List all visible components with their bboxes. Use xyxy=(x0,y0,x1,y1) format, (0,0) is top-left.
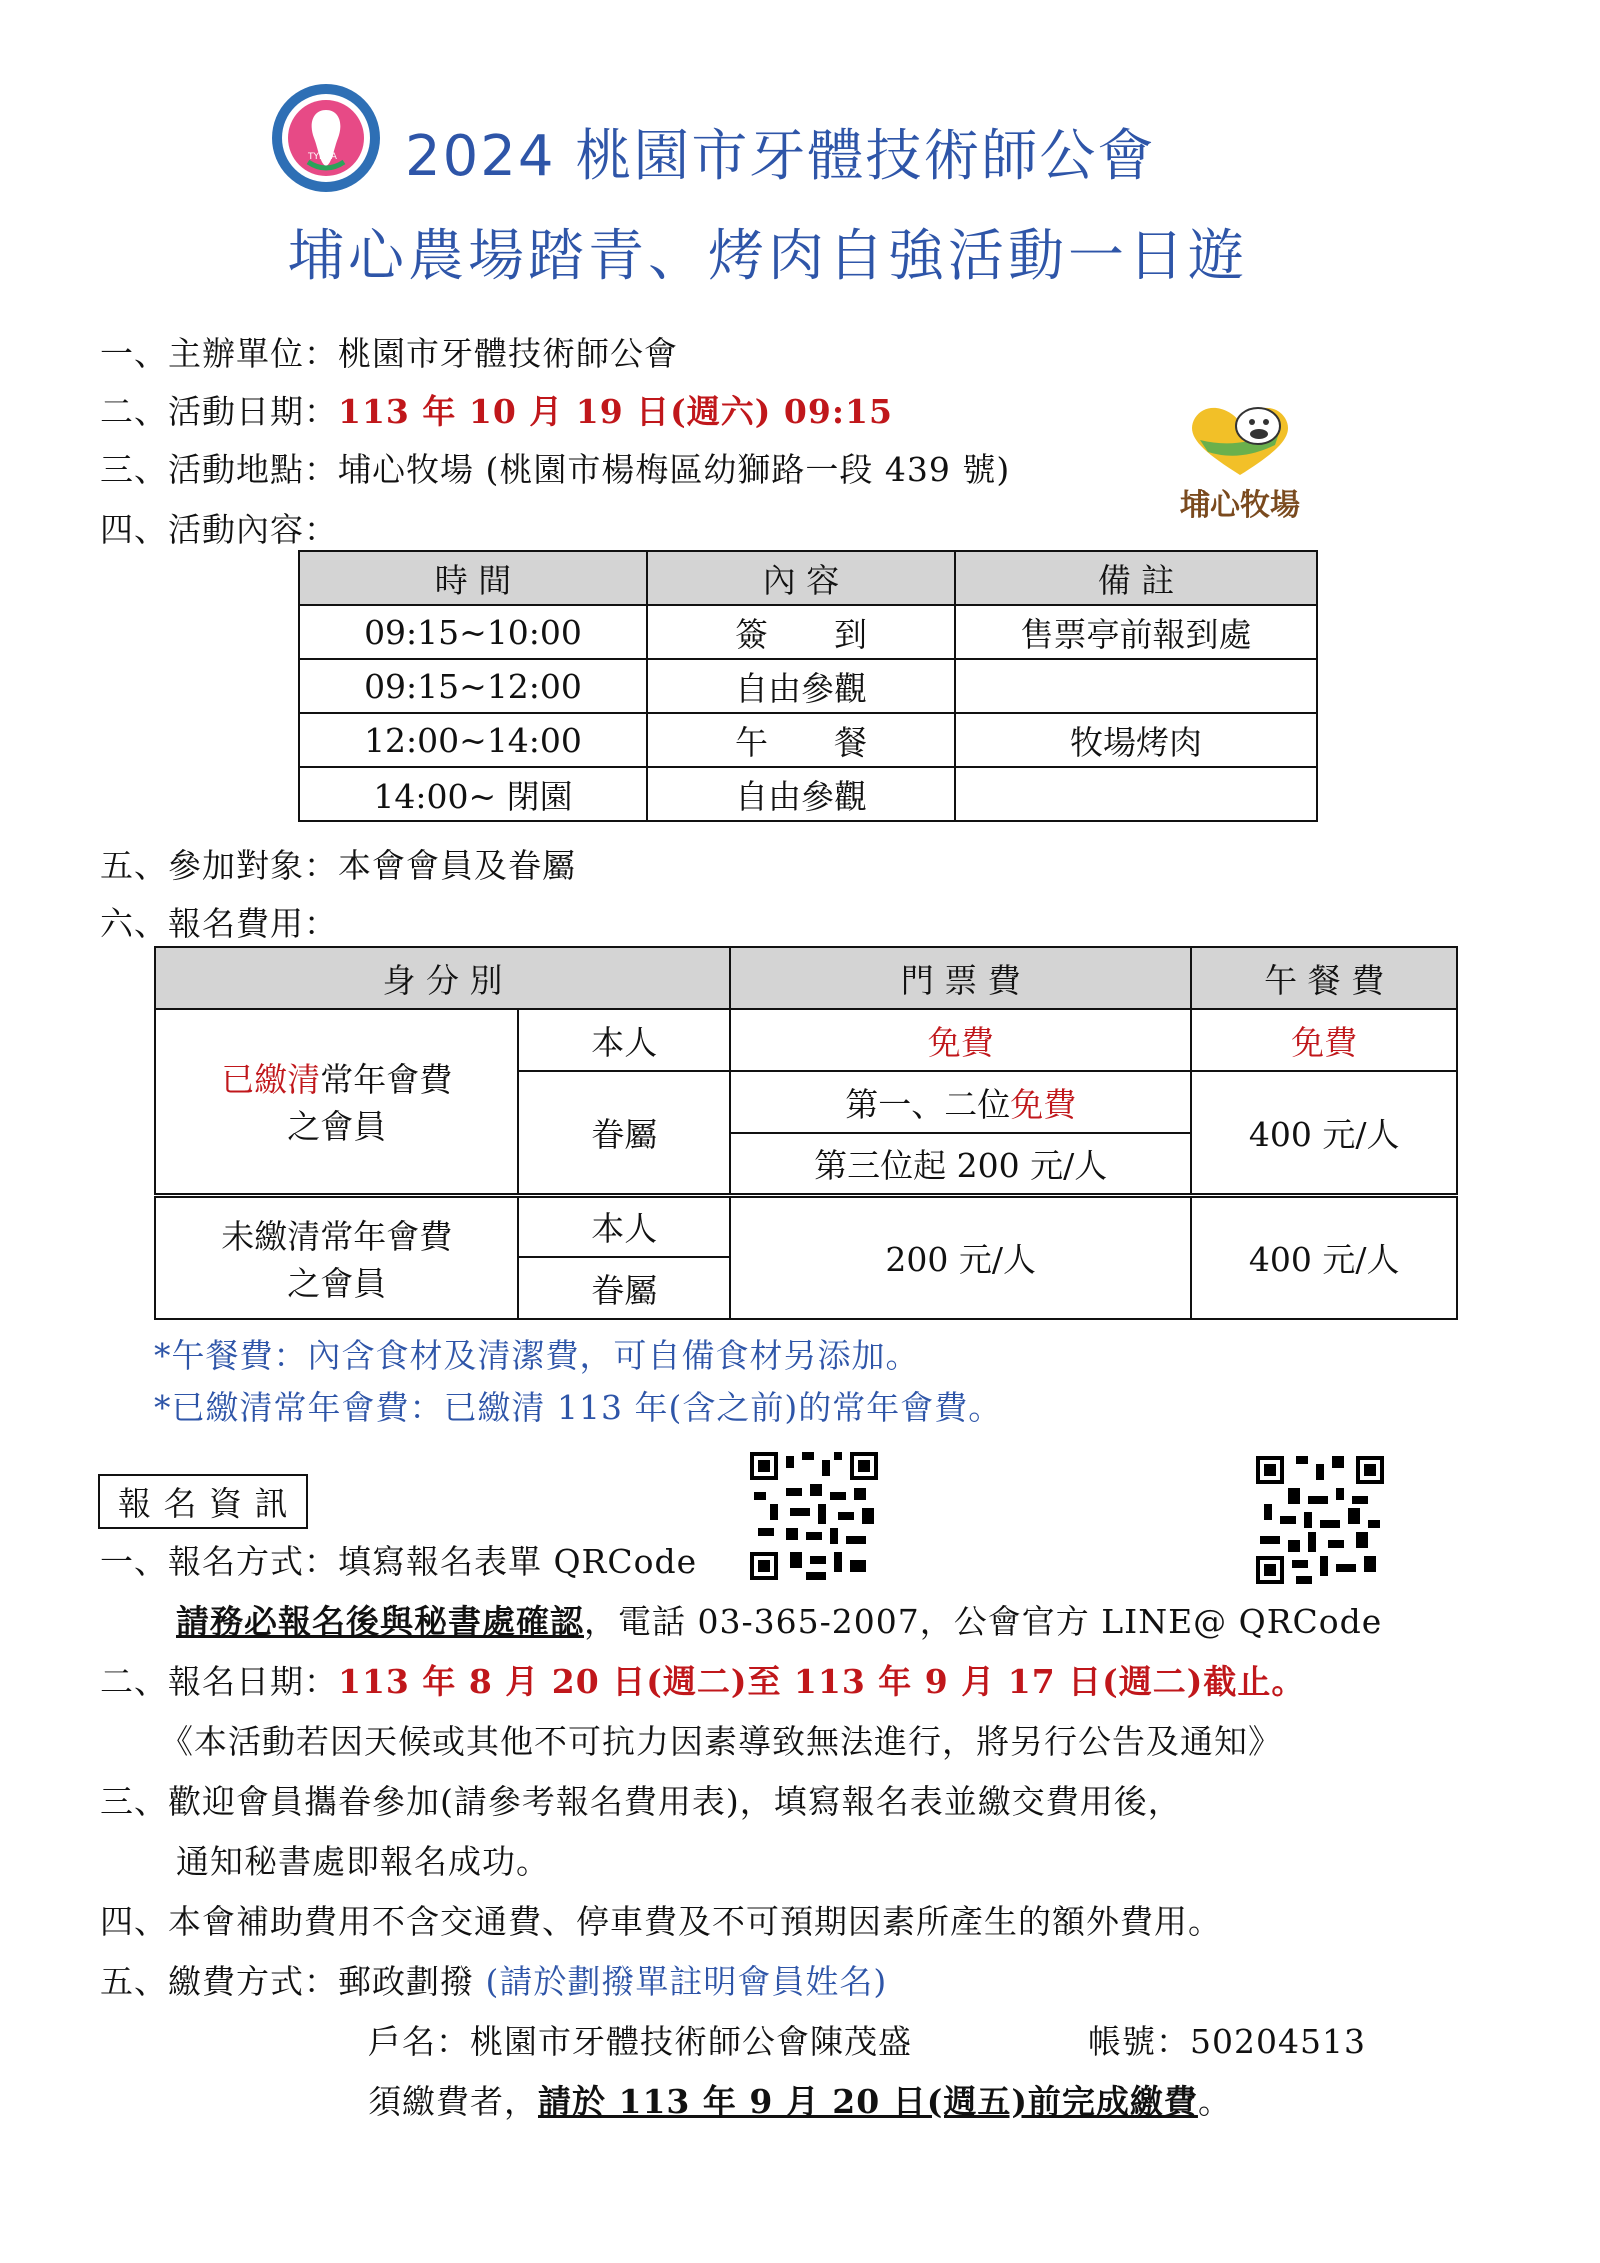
lunch-free-cell: 免費 xyxy=(1191,1009,1457,1071)
target-line xyxy=(100,840,576,887)
line-official-qrcode[interactable] xyxy=(1256,1456,1384,1584)
first-two-cell xyxy=(730,1071,1191,1133)
method-line xyxy=(100,1536,697,1583)
ticket-free-cell: 免費 xyxy=(730,1009,1191,1071)
schedule-header-content: 內 容 xyxy=(647,551,955,605)
fee-label: 六、報名費用： xyxy=(100,904,338,943)
schedule-cell: 09:15~12:00 xyxy=(299,659,647,713)
logo-text: TYDTA xyxy=(308,152,337,162)
item3-line1: 三、歡迎會員攜眷參加(請參考報名費用表)，填寫報名表並繳交費用後， xyxy=(100,1782,1182,1821)
unpaid-ticket-cell: 200 元/人 xyxy=(730,1195,1191,1319)
confirm-bold: 請務必報名後與秘書處確認 xyxy=(176,1602,584,1641)
target-value: 本會會員及眷屬 xyxy=(338,846,576,885)
reg-date-label: 二、報名日期： xyxy=(100,1662,338,1701)
paid-rest-text: 常年會費 xyxy=(320,1060,453,1100)
schedule-cell: 14:00~ 閉園 xyxy=(299,767,647,821)
unpaid-member-cell xyxy=(155,1195,518,1319)
place-line xyxy=(100,444,1010,491)
registration-section-title: 報 名 資 訊 xyxy=(98,1474,308,1529)
item3-line2: 通知秘書處即報名成功。 xyxy=(176,1842,550,1881)
family-cell: 眷屬 xyxy=(518,1071,730,1195)
unpaid-family-cell: 眷屬 xyxy=(518,1257,730,1319)
unpaid-line2: 之會員 xyxy=(287,1263,387,1303)
confirm-line xyxy=(176,1596,1382,1643)
deadline-prefix: 須繳費者， xyxy=(368,2082,538,2121)
unpaid-self-cell: 本人 xyxy=(518,1195,730,1257)
schedule-cell: 售票亭前報到處 xyxy=(955,605,1317,659)
page-subtitle: 埔心農場踏青、烤肉自強活動一日遊 xyxy=(288,224,1248,289)
content-label: 四、活動內容： xyxy=(100,510,338,549)
date-label: 二、活動日期： xyxy=(100,392,338,431)
target-label: 五、參加對象： xyxy=(100,846,338,885)
note-lunch: *午餐費：內含食材及清潔費，可自備食材另添加。 xyxy=(154,1336,920,1375)
third-onward-cell: 第三位起 200 元/人 xyxy=(730,1133,1191,1195)
fee-line xyxy=(100,898,338,945)
family-lunch-cell: 400 元/人 xyxy=(1191,1071,1457,1195)
registration-form-qrcode[interactable] xyxy=(750,1452,878,1580)
method-value: 填寫報名表單 QRCode xyxy=(338,1542,698,1581)
paid-member-cell xyxy=(155,1009,518,1195)
association-logo xyxy=(270,82,382,194)
table-row xyxy=(299,605,1317,659)
deadline-bold: 請於 113 年 9 月 20 日(週五)前完成繳費 xyxy=(538,2082,1198,2121)
first-two-prefix: 第一、二位 xyxy=(845,1084,1011,1124)
payment-value: 郵政劃撥 xyxy=(338,1962,474,2001)
fee-header-lunch: 午 餐 費 xyxy=(1191,947,1457,1009)
schedule-cell: 自由參觀 xyxy=(647,659,955,713)
reg-date-value: 113 年 8 月 20 日(週二)至 113 年 9 月 17 日(週二)截止。 xyxy=(338,1662,1306,1701)
note-paid: *已繳清常年會費：已繳清 113 年(含之前)的常年會費。 xyxy=(154,1388,1003,1427)
self-cell: 本人 xyxy=(518,1009,730,1071)
content-line xyxy=(100,504,338,551)
first-two-free: 免費 xyxy=(1010,1084,1077,1124)
organizer-label: 一、主辦單位： xyxy=(100,334,338,373)
payment-note: (請於劃撥單註明會員姓名) xyxy=(485,1962,888,2001)
payment-label: 五、繳費方式： xyxy=(100,1962,338,2001)
table-row xyxy=(299,713,1317,767)
schedule-cell: 12:00~14:00 xyxy=(299,713,647,767)
farm-logo xyxy=(1180,400,1300,525)
fee-header-identity: 身 分 別 xyxy=(155,947,730,1009)
schedule-header-time: 時 間 xyxy=(299,551,647,605)
schedule-cell xyxy=(955,767,1317,821)
account-number: 帳號：50204513 xyxy=(1088,2022,1366,2061)
place-label: 三、活動地點： xyxy=(100,450,338,489)
confirm-rest: ，電話 03-365-2007，公會官方 LINE@ QRCode xyxy=(584,1602,1383,1641)
deadline-suffix: 。 xyxy=(1197,2082,1232,2121)
account-name: 戶名：桃園市牙體技術師公會陳茂盛 xyxy=(368,2022,912,2061)
schedule-header-note: 備 註 xyxy=(955,551,1317,605)
schedule-cell: 09:15~10:00 xyxy=(299,605,647,659)
date-value: 113 年 10 月 19 日(週六) 09:15 xyxy=(338,392,893,431)
paid-line2: 之會員 xyxy=(287,1107,387,1147)
table-row xyxy=(299,767,1317,821)
paid-red-text: 已繳清 xyxy=(221,1060,321,1100)
reg-date-line xyxy=(100,1656,1305,1703)
item4-line: 四、本會補助費用不含交通費、停車費及不可預期因素所產生的額外費用。 xyxy=(100,1902,1222,1941)
unpaid-line1: 未繳清常年會費 xyxy=(221,1216,453,1256)
schedule-cell: 自由參觀 xyxy=(647,767,955,821)
place-value: 埔心牧場 (桃園市楊梅區幼獅路一段 439 號) xyxy=(338,450,1011,489)
fee-header-ticket: 門 票 費 xyxy=(730,947,1191,1009)
schedule-cell: 簽 到 xyxy=(647,605,955,659)
fee-table xyxy=(154,946,1458,1320)
payment-line xyxy=(100,1956,887,2003)
table-row xyxy=(299,659,1317,713)
farm-logo-text: 埔心牧場 xyxy=(1180,488,1300,523)
deadline-line xyxy=(368,2076,1232,2123)
page-title: 2024 桃園市牙體技術師公會 xyxy=(405,124,1156,189)
schedule-cell: 牧場烤肉 xyxy=(955,713,1317,767)
schedule-cell: 午 餐 xyxy=(647,713,955,767)
organizer-line xyxy=(100,328,678,375)
weather-note: 《本活動若因天候或其他不可抗力因素導致無法進行，將另行公告及通知》 xyxy=(160,1722,1282,1761)
method-label: 一、報名方式： xyxy=(100,1542,338,1581)
unpaid-lunch-cell: 400 元/人 xyxy=(1191,1195,1457,1319)
schedule-cell xyxy=(955,659,1317,713)
schedule-table xyxy=(298,550,1318,822)
date-line xyxy=(100,386,893,433)
organizer-value: 桃園市牙體技術師公會 xyxy=(338,334,678,373)
